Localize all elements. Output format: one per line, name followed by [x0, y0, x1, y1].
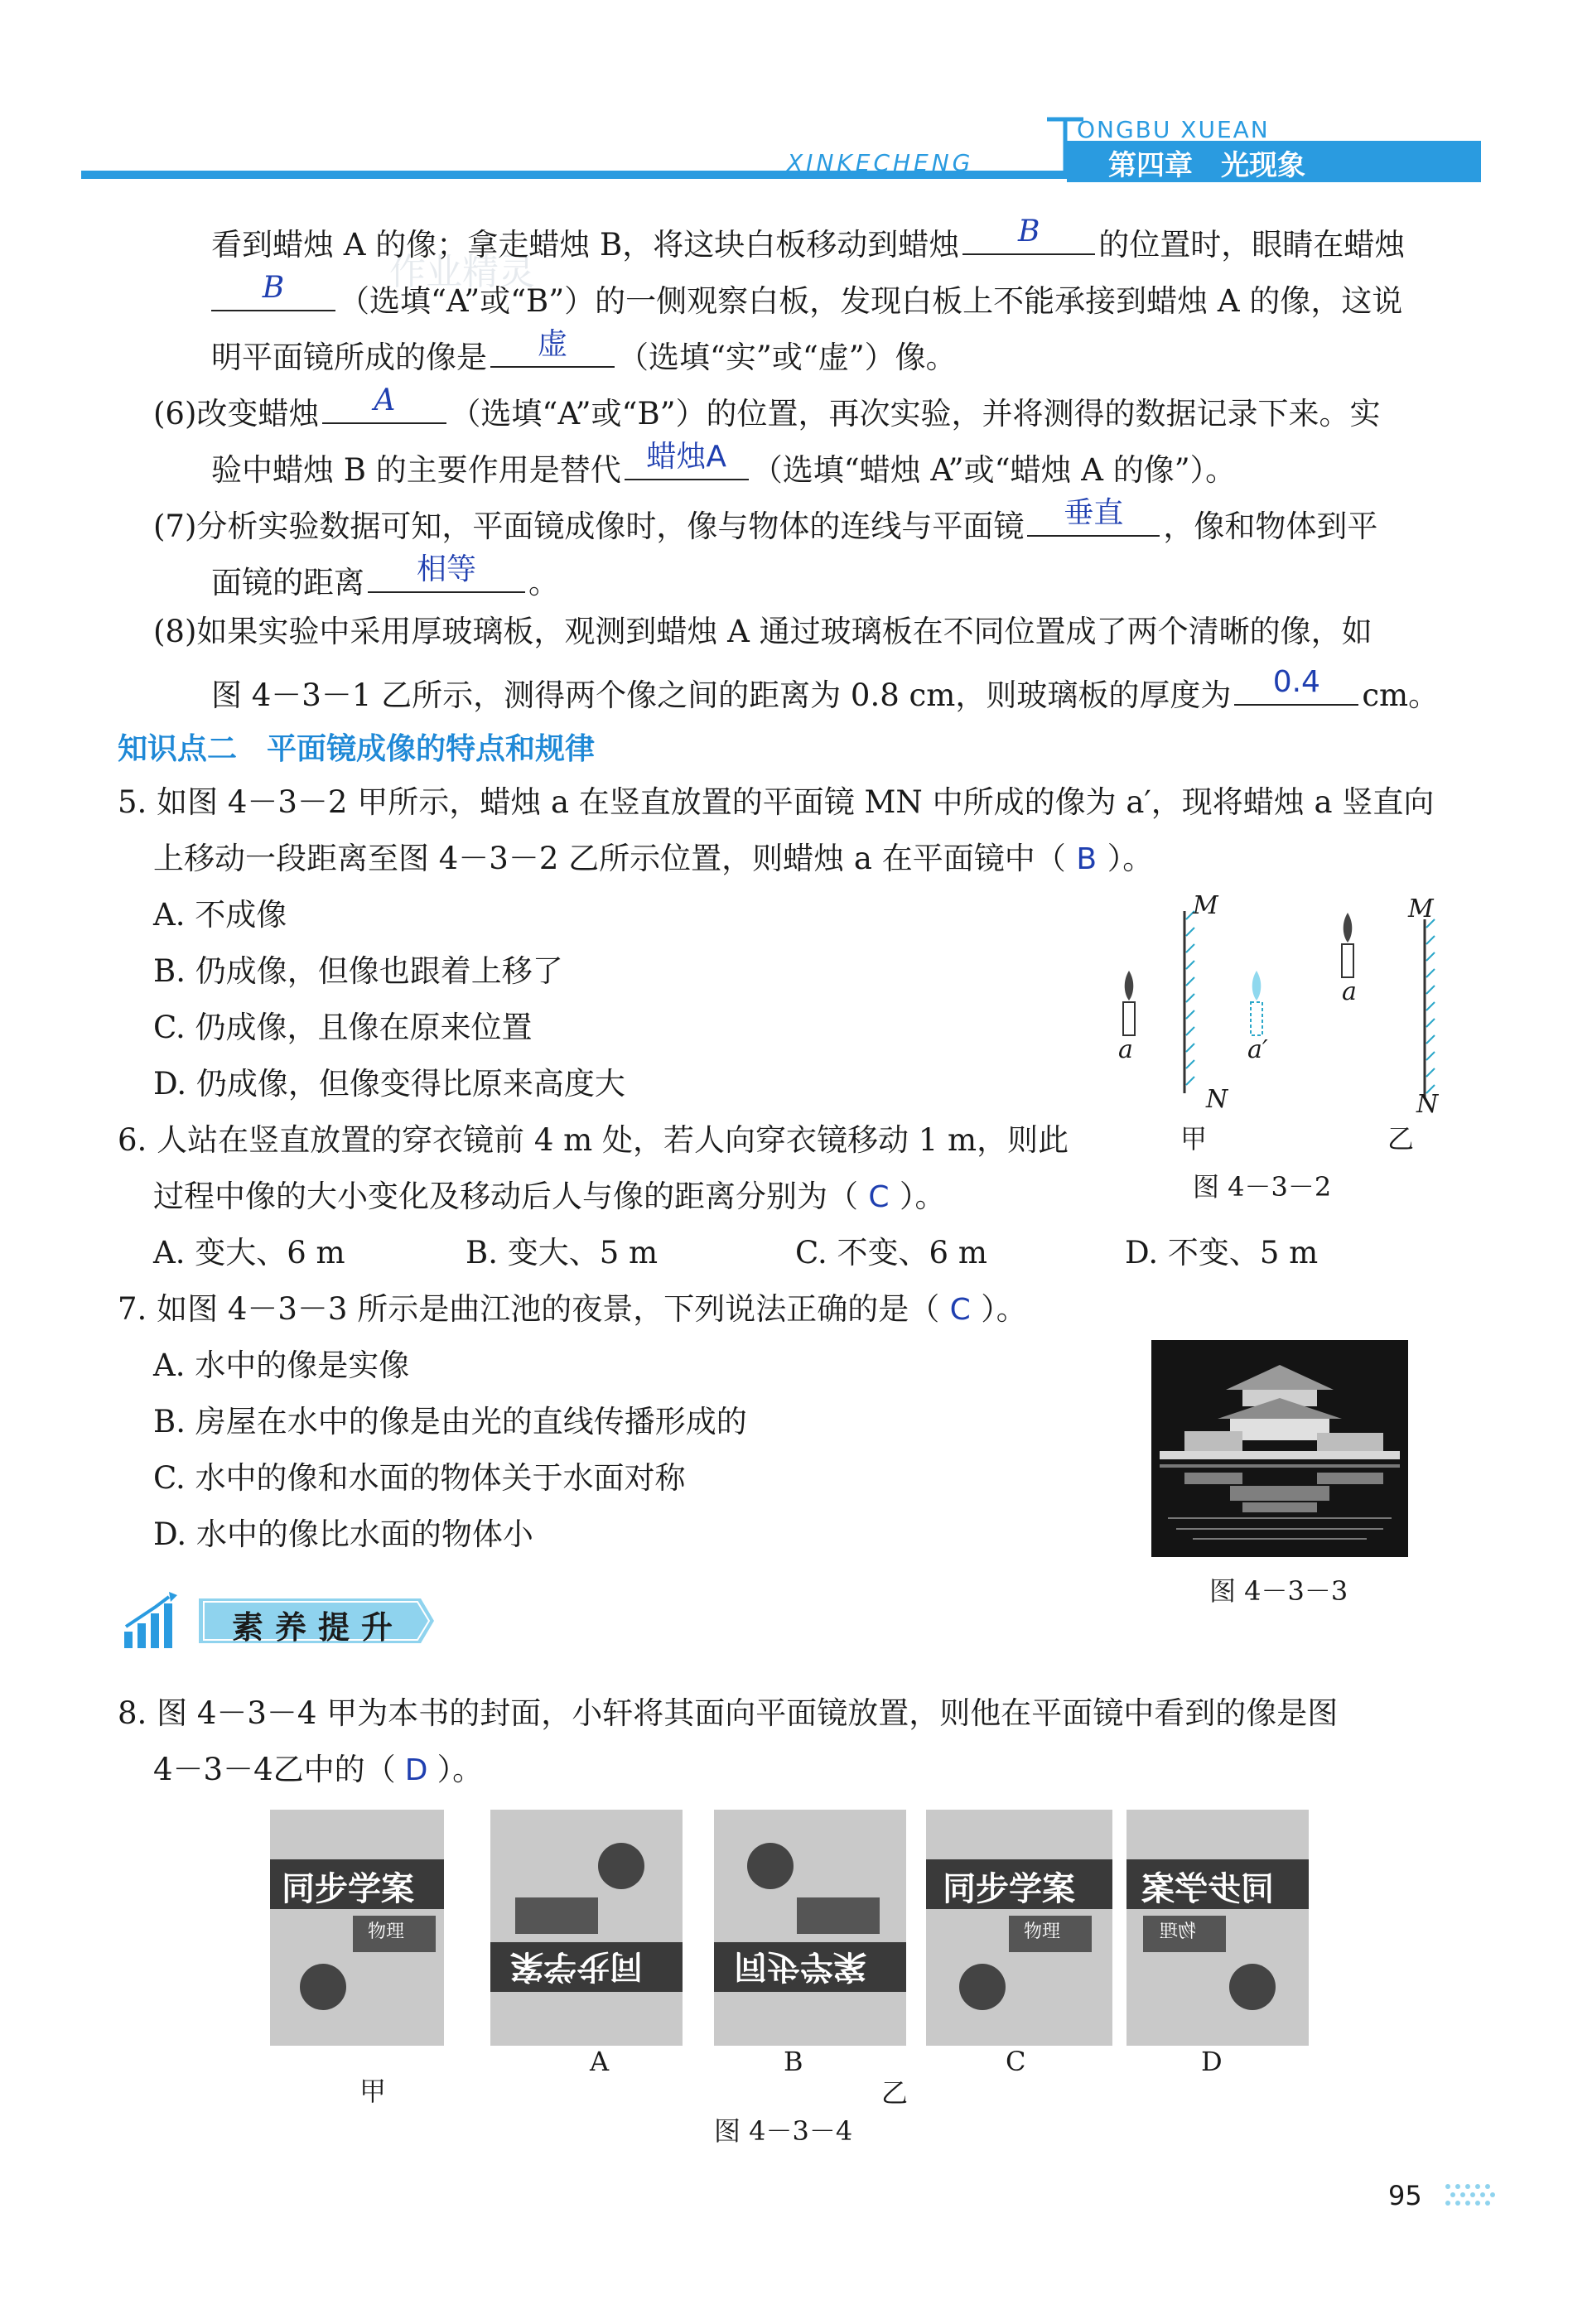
- fig432-label-a1: a: [1118, 1035, 1133, 1064]
- q6-option-a: A. 变大、6 m: [153, 1235, 345, 1270]
- fig434-caption: 图 4－3－4: [714, 2115, 853, 2147]
- q7-option-c: C. 水中的像和水面的物体关于水面对称: [153, 1460, 686, 1496]
- figure-4-3-3-night-scene: [1151, 1340, 1408, 1557]
- q6-option-c: C. 不变、6 m: [795, 1235, 987, 1270]
- cover-option-b: [714, 1810, 906, 2046]
- cover-c-subject: 物理: [1024, 1921, 1061, 1942]
- q7-stem: 7. 如图 4－3－3 所示是曲江池的夜景，下列说法正确的是（ C ）。: [118, 1289, 1027, 1331]
- q7-option-b: B. 房屋在水中的像是由光的直线传播形成的: [153, 1404, 747, 1439]
- cover-c-title: 同步学案: [943, 1870, 1075, 1908]
- section-knowledge-point-2: 知识点二 平面镜成像的特点和规律: [118, 732, 596, 766]
- q5-stem-line2: 上移动一段距离至图 4－3－2 乙所示位置，则蜡烛 a 在平面镜中（ B ）。: [153, 838, 1153, 880]
- fig432-label-a2: a: [1342, 977, 1357, 1006]
- answer-blank-5: 蜡烛A: [646, 440, 727, 474]
- fig432-caption: 图 4－3－2: [1193, 1171, 1332, 1203]
- q4-line3: 明平面镜所成的像是 虚 （选填“实”或“虚”）像。: [211, 327, 957, 375]
- cover-jia-title: 同步学案: [282, 1870, 414, 1908]
- fig432-label-m1: M: [1193, 891, 1218, 920]
- fig432-label-jia: 甲: [1180, 1123, 1208, 1155]
- q4-part7-line2: 面镜的距离 相等 。: [211, 552, 559, 600]
- answer-blank-6: 垂直: [1064, 496, 1124, 530]
- header-t-logo: [1045, 116, 1085, 181]
- fig432-label-n1: N: [1206, 1085, 1228, 1114]
- section-banner-title: 素养提升: [232, 1608, 405, 1646]
- q4-part6-line2: 验中蜡烛 B 的主要作用是替代 蜡烛A （选填“蜡烛 A”或“蜡烛 A 的像”）。: [211, 440, 1237, 488]
- cover-option-c: [926, 1810, 1112, 2046]
- q5-stem-line1: 5. 如图 4－3－2 甲所示，蜡烛 a 在竖直放置的平面镜 MN 中所成的像为 a′，现将蜡烛 a 竖直向: [118, 784, 1435, 820]
- fig434-label-a: A: [590, 2046, 610, 2077]
- q4-line1: 看到蜡烛 A 的像；拿走蜡烛 B，将这块白板移动到蜡烛 B 的位置时，眼睛在蜡烛: [211, 215, 1406, 263]
- q7-answer: C: [949, 1293, 971, 1327]
- section-banner-literacy: [123, 1590, 437, 1651]
- fig432-label-n2: N: [1416, 1090, 1439, 1119]
- q7-option-d: D. 水中的像比水面的物体小: [153, 1516, 533, 1552]
- q5-answer: B: [1076, 842, 1098, 876]
- page-number: 95: [1388, 2180, 1422, 2211]
- cover-option-d: [1126, 1810, 1309, 2046]
- cover-b-title: 同步学案: [734, 1947, 866, 1985]
- q6-stem-line2: 过程中像的大小变化及移动后人与像的距离分别为（ C ）。: [153, 1176, 946, 1218]
- q4-part6-line1: (6)改变蜡烛 A （选填“A”或“B”）的位置，再次实验，并将测得的数据记录下来。实: [153, 383, 1381, 432]
- q8-answer: D: [404, 1753, 428, 1787]
- q5-option-d: D. 仍成像，但像变得比原来高度大: [153, 1066, 625, 1102]
- answer-blank-7: 相等: [416, 552, 476, 586]
- q8-stem-line1: 8. 图 4－3－4 甲为本书的封面，小轩将其面向平面镜放置，则他在平面镜中看到的像是图: [118, 1695, 1339, 1731]
- fig434-label-b: B: [784, 2046, 803, 2077]
- q5-option-a: A. 不成像: [153, 897, 287, 933]
- cover-jia-original: [270, 1810, 444, 2046]
- header-pinyin-top: ONGBU XUEAN: [1077, 116, 1270, 143]
- q6-option-b: B. 变大、5 m: [466, 1235, 659, 1270]
- fig432-label-yi: 乙: [1387, 1123, 1415, 1155]
- fig434-label-c: C: [1006, 2046, 1026, 2077]
- cover-jia-subject: 物理: [368, 1921, 405, 1942]
- cover-a-title: 同步学案: [510, 1947, 643, 1985]
- q8-stem-line2: 4－3－4乙中的（ D ）。: [153, 1749, 483, 1791]
- figure-4-3-2: [1093, 891, 1458, 1160]
- fig432-label-a-prime: a′: [1247, 1035, 1268, 1064]
- header-pinyin-left: XINKECHENG: [787, 149, 974, 176]
- fig433-caption: 图 4－3－3: [1209, 1575, 1348, 1607]
- q5-option-b: B. 仍成像，但像也跟着上移了: [153, 953, 563, 989]
- footer-dots-decoration: [1441, 2180, 1499, 2210]
- answer-blank-3: 虚: [537, 327, 567, 361]
- fig434-label-d: D: [1201, 2046, 1223, 2077]
- fig432-label-m2: M: [1408, 894, 1434, 923]
- cover-d-title: 同步学案: [1141, 1870, 1274, 1908]
- cover-option-a: [490, 1810, 683, 2046]
- header-chapter-title: 第四章 光现象: [1108, 149, 1305, 182]
- answer-blank-8: 0.4: [1272, 665, 1320, 699]
- answer-blank-4: A: [374, 383, 396, 417]
- fig434-label-yi: 乙: [881, 2077, 909, 2109]
- q4-part8-line1: (8)如果实验中采用厚玻璃板，观测到蜡烛 A 通过玻璃板在不同位置成了两个清晰的像，如: [153, 614, 1372, 649]
- answer-blank-1: B: [1017, 215, 1040, 248]
- q5-option-c: C. 仍成像，且像在原来位置: [153, 1010, 533, 1045]
- cover-d-subject: 物理: [1160, 1921, 1197, 1942]
- q4-part7-line1: (7)分析实验数据可知，平面镜成像时，像与物体的连线与平面镜 垂直 ，像和物体到平: [153, 496, 1378, 544]
- q4-line2: B （选填“A”或“B”）的一侧观察白板，发现白板上不能承接到蜡烛 A 的像，这说: [211, 273, 1402, 322]
- q6-stem-line1: 6. 人站在竖直放置的穿衣镜前 4 m 处，若人向穿衣镜移动 1 m，则此: [118, 1122, 1069, 1158]
- fig434-label-jia: 甲: [359, 2076, 387, 2107]
- answer-blank-2: B: [262, 271, 285, 305]
- q4-part8-line2: 图 4－3－1 乙所示，测得两个像之间的距离为 0.8 cm，则玻璃板的厚度为 0.4 cm。: [211, 665, 1440, 713]
- watermark-text: 作业精灵: [389, 251, 535, 293]
- q6-answer: C: [868, 1180, 890, 1214]
- q6-option-d: D. 不变、5 m: [1125, 1235, 1319, 1270]
- q7-option-a: A. 水中的像是实像: [153, 1348, 410, 1383]
